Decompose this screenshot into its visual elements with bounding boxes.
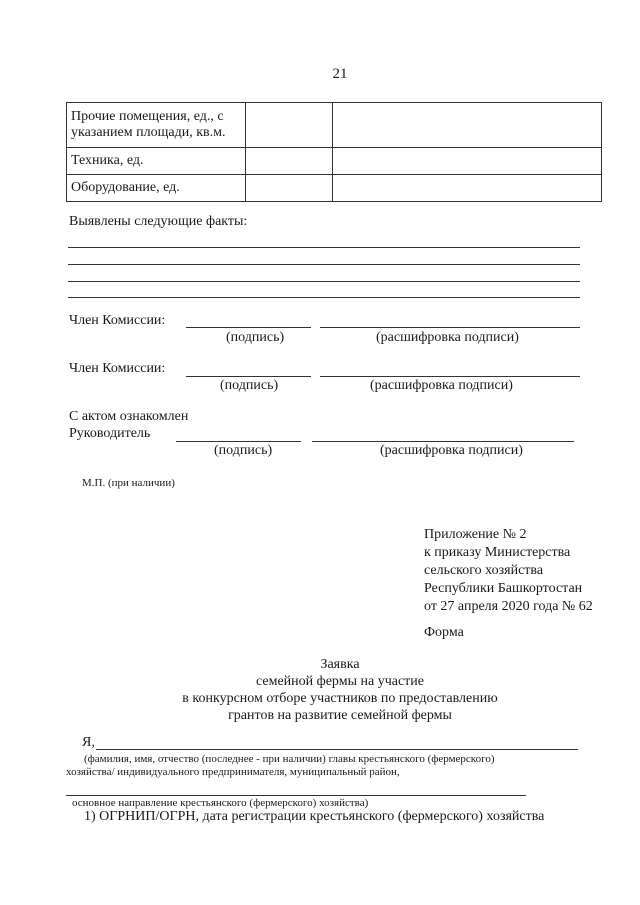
signature-caption: (подпись) — [220, 378, 279, 393]
application-subtitle: в конкурсном отборе участников по предоставлению — [182, 691, 498, 706]
decoding-caption: (расшифровка подписи) — [370, 378, 513, 393]
decoding-line — [320, 376, 580, 377]
application-title-block — [150, 656, 530, 724]
decoding-caption: (расшифровка подписи) — [376, 330, 519, 345]
facts-line — [68, 297, 580, 298]
caption-line: хозяйства/ индивидуального предпринимателя, муниципальный район, — [66, 766, 400, 778]
facts-line — [68, 247, 580, 248]
table-cell-label: Оборудование, ед. — [67, 175, 246, 202]
i-label: Я, — [82, 735, 95, 750]
signature-line — [186, 376, 311, 377]
appendix-line: к приказу Министерства — [424, 545, 571, 560]
table-cell-empty — [333, 148, 602, 175]
signature-line — [186, 327, 311, 328]
table-row — [67, 175, 602, 202]
member-label: Член Комиссии: — [69, 361, 166, 376]
item-1: 1) ОГРНИП/ОГРН, дата регистрации крестьянского (фермерского) хозяйства — [84, 809, 545, 824]
table-cell-empty — [333, 175, 602, 202]
application-subtitle: семейной фермы на участие — [256, 674, 424, 689]
appendix-line: сельского хозяйства — [424, 563, 544, 578]
table-cell-empty — [333, 103, 602, 148]
table-cell-empty — [246, 103, 333, 148]
stamp-note: М.П. (при наличии) — [82, 477, 175, 489]
table-cell-empty — [246, 148, 333, 175]
facts-line — [68, 264, 580, 265]
member-label: Член Комиссии: — [69, 313, 166, 328]
form-label: Форма — [424, 625, 464, 640]
decoding-line — [312, 441, 574, 442]
facts-line — [68, 281, 580, 282]
appendix-line: от 27 апреля 2020 года № 62 — [424, 599, 593, 614]
table-cell-empty — [246, 175, 333, 202]
signature-line — [176, 441, 301, 442]
application-subtitle: грантов на развитие семейной фермы — [228, 708, 452, 723]
table-row — [67, 103, 602, 148]
direction-caption: основное направление крестьянского (фермерского) хозяйства) — [72, 797, 369, 809]
row-label-line: указанием площади, кв.м. — [71, 125, 226, 140]
page-number: 21 — [332, 66, 348, 82]
name-caption — [84, 752, 604, 766]
direction-line — [66, 795, 526, 796]
decoding-caption: (расшифровка подписи) — [380, 443, 523, 458]
inventory-table — [66, 102, 602, 202]
table-cell-label: Техника, ед. — [67, 148, 246, 175]
decoding-line — [320, 327, 580, 328]
appendix-block — [424, 526, 593, 616]
table-cell-label — [67, 103, 246, 148]
caption-line: (фамилия, имя, отчество (последнее - при наличии) главы крестьянского (фермерского) — [84, 753, 495, 765]
signature-caption: (подпись) — [214, 443, 273, 458]
table-row — [67, 148, 602, 175]
signature-caption: (подпись) — [226, 330, 285, 345]
ack-label: С актом ознакомлен — [69, 409, 189, 424]
row-label-line: Прочие помещения, ед., с — [71, 109, 224, 124]
head-label: Руководитель — [69, 426, 151, 441]
application-title: Заявка — [320, 657, 360, 672]
appendix-line: Приложение № 2 — [424, 527, 527, 542]
facts-heading: Выявлены следующие факты: — [69, 214, 248, 229]
appendix-line: Республики Башкортостан — [424, 581, 583, 596]
name-line — [96, 749, 578, 750]
